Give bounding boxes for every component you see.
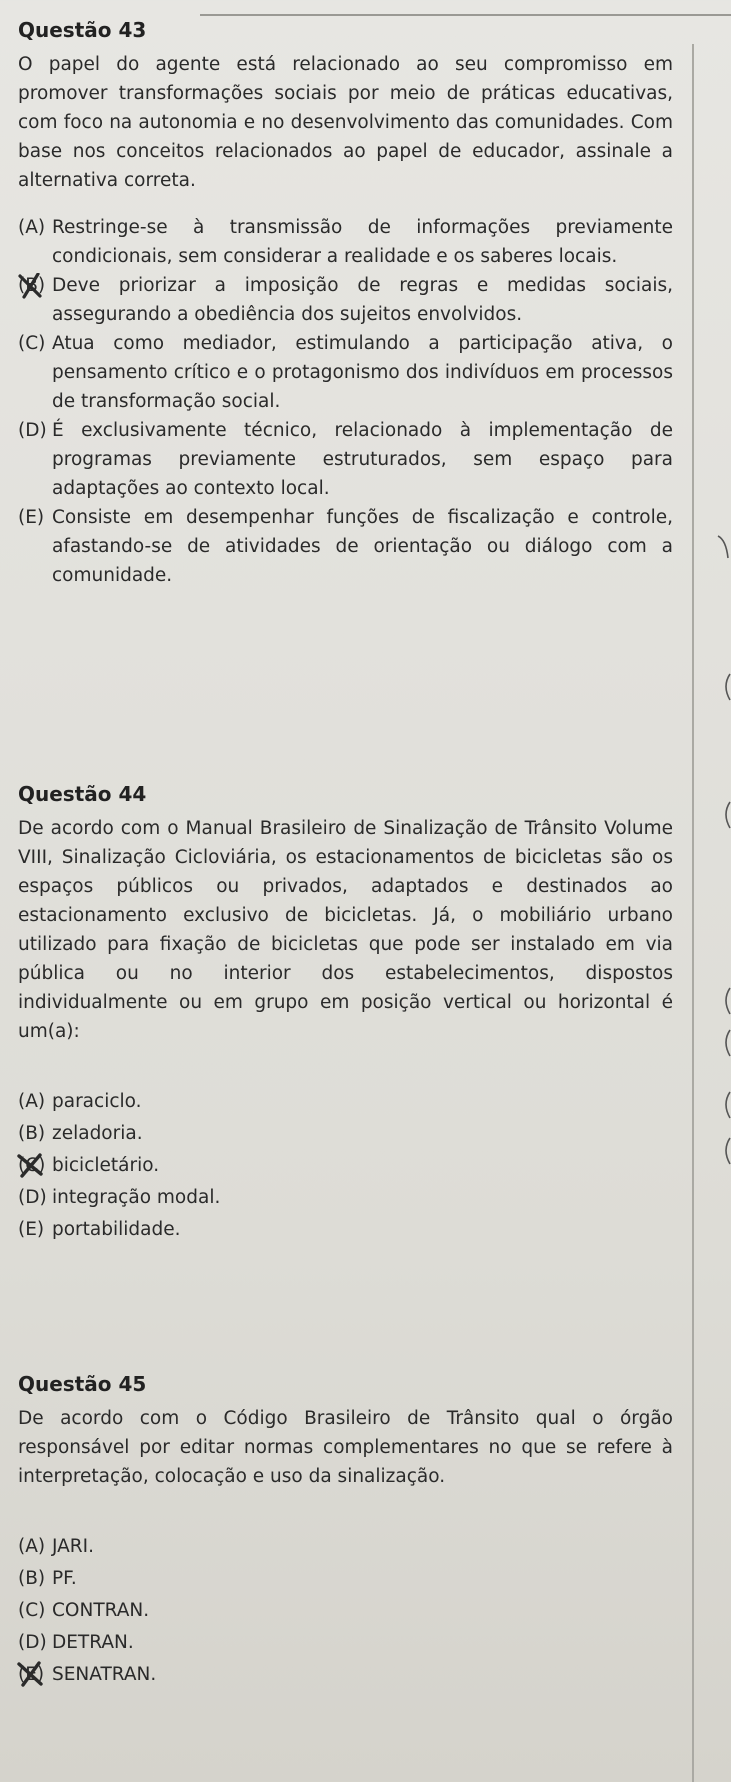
option-a[interactable]: [18, 1086, 673, 1118]
top-rule: [200, 14, 731, 16]
option-c[interactable]: [18, 1150, 673, 1182]
edge-bracket-icon: [718, 672, 731, 702]
option-letter: (B): [18, 1123, 46, 1144]
option-d[interactable]: [18, 416, 673, 503]
edge-bracket-icon: [718, 986, 731, 1016]
option-letter: (A): [18, 1536, 46, 1557]
edge-bracket-icon: [718, 800, 731, 830]
option-letter: (B): [18, 1568, 46, 1589]
question-title: Questão 45: [18, 1372, 147, 1396]
option-text: zeladoria.: [52, 1123, 143, 1144]
option-text: JARI.: [52, 1536, 94, 1557]
option-a[interactable]: [18, 213, 673, 271]
options-list: [18, 1086, 673, 1246]
option-letter: (C): [18, 1155, 46, 1176]
option-b[interactable]: [18, 1563, 673, 1595]
option-a[interactable]: [18, 1531, 673, 1563]
question-stem: De acordo com o Código Brasileiro de Trânsito qual o órgão responsável por editar normas complementares no que se refere à interpretação, colocação e uso da sinalização.: [18, 1408, 673, 1487]
options-list: [18, 1531, 673, 1691]
option-text: SENATRAN.: [52, 1664, 157, 1685]
option-text: PF.: [52, 1568, 77, 1589]
handwritten-x-mark-icon: [14, 1661, 48, 1687]
options-list: [18, 213, 673, 590]
option-e[interactable]: [18, 1214, 673, 1246]
option-letter: (E): [18, 507, 45, 528]
column-divider: [692, 44, 694, 1782]
option-b[interactable]: [18, 1118, 673, 1150]
option-text: bicicletário.: [52, 1155, 160, 1176]
option-letter: (D): [18, 1632, 47, 1653]
option-letter: (C): [18, 333, 46, 354]
option-b[interactable]: [18, 271, 673, 329]
option-text: Consiste em desempenhar funções de fiscalização e controle, afastando-se de atividades de orientação ou diálogo com a comunidade.: [52, 507, 673, 586]
question-title: Questão 44: [18, 782, 147, 806]
question-title: Questão 43: [18, 18, 147, 42]
option-text: integração modal.: [52, 1187, 221, 1208]
handwritten-x-mark-icon: [14, 273, 48, 299]
edge-bracket-icon: [718, 1090, 731, 1120]
option-letter: (A): [18, 1091, 46, 1112]
option-d[interactable]: [18, 1182, 673, 1214]
option-text: É exclusivamente técnico, relacionado à implementação de programas previamente estruturados, sem espaço para adaptações ao contexto local.: [52, 420, 673, 499]
question-44: [18, 782, 673, 1246]
option-letter: (E): [18, 1219, 45, 1240]
option-c[interactable]: [18, 329, 673, 416]
edge-bracket-icon: [718, 1136, 731, 1166]
question-45: [18, 1372, 673, 1691]
option-e[interactable]: [18, 503, 673, 590]
handwritten-x-mark-icon: [14, 1152, 48, 1178]
option-letter: (D): [18, 1187, 47, 1208]
option-text: DETRAN.: [52, 1632, 134, 1653]
question-43: [18, 18, 673, 590]
edge-bracket-icon: [716, 532, 731, 562]
option-text: Restringe-se à transmissão de informações previamente condicionais, sem considerar a realidade e os saberes locais.: [52, 217, 673, 267]
option-letter: (D): [18, 420, 47, 441]
question-stem: De acordo com o Manual Brasileiro de Sinalização de Trânsito Volume VIII, Sinalização Cicloviária, os estacionamentos de bicicletas são os espaços públicos ou privados, adaptados e destinados ao estacionamento exclusivo de bicicletas. Já, o mobiliário urbano utilizado para fixação de bicicletas que pode ser instalado em via pública ou no interior dos estabelecimentos, dispostos individualmente ou em grupo em posição vertical ou horizontal é um(a):: [18, 818, 673, 1042]
option-text: portabilidade.: [52, 1219, 181, 1240]
option-letter: (C): [18, 1600, 46, 1621]
question-stem: O papel do agente está relacionado ao seu compromisso em promover transformações sociais por meio de práticas educativas, com foco na autonomia e no desenvolvimento das comunidades. Com base nos conceitos relacionados ao papel de educador, assinale a alternativa correta.: [18, 54, 673, 191]
option-e[interactable]: [18, 1659, 673, 1691]
option-letter: (E): [18, 1664, 45, 1685]
option-c[interactable]: [18, 1595, 673, 1627]
edge-bracket-icon: [718, 1028, 731, 1058]
option-letter: (B): [18, 275, 46, 296]
option-d[interactable]: [18, 1627, 673, 1659]
option-text: CONTRAN.: [52, 1600, 150, 1621]
option-letter: (A): [18, 217, 46, 238]
option-text: Deve priorizar a imposição de regras e medidas sociais, assegurando a obediência dos sujeitos envolvidos.: [52, 275, 673, 325]
option-text: paraciclo.: [52, 1091, 142, 1112]
option-text: Atua como mediador, estimulando a participação ativa, o pensamento crítico e o protagonismo dos indivíduos em processos de transformação social.: [52, 333, 673, 412]
